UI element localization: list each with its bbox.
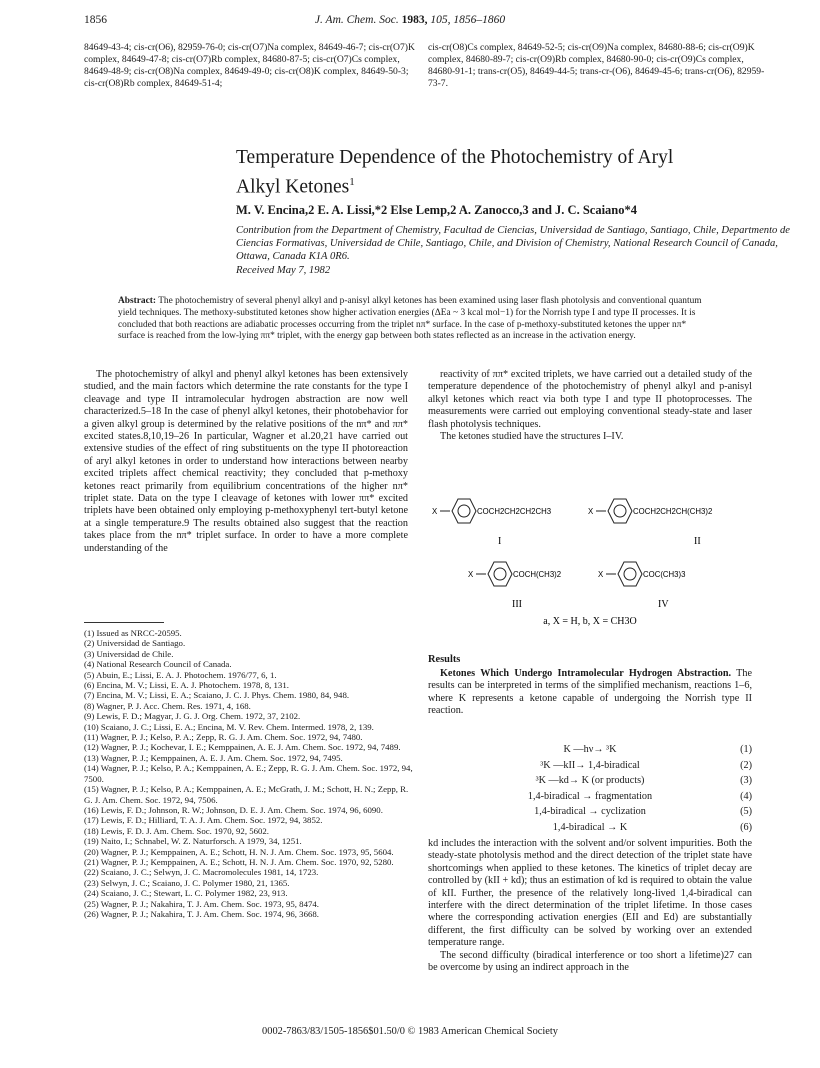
svg-text:COCH(CH3)2: COCH(CH3)2 [513,570,562,579]
footnote-item: (5) Abuin, E.; Lissi, E. A. J. Photochem. 1976/77, 6, 1. [84,669,277,680]
structure-I [432,499,551,547]
journal-name: J. Am. Chem. Soc. [314,14,399,26]
ketone-structures [428,484,752,634]
article-title: Temperature Dependence of the Photochemistry of Aryl Alkyl Ketones$^1$ [236,147,674,198]
footnote-item: (9) Lewis, F. D.; Magyar, J. G. J. Org. Chem. 1972, 37, 2102. [84,711,301,722]
received-date: Received May 7, 1982 [236,264,331,276]
footnote-item: (11) Wagner, P. J.; Kelso, P. A.; Zepp, R. G. J. Am. Chem. Soc. 1972, 94, 7480. [84,732,363,743]
body-right-column [428,369,752,443]
equation-text: 1,4-biradical → fragmentation [527,790,653,802]
registry-numbers-left: 84649-43-4; cis-cr(O6), 82959-76-0; cis-cr(O7)Na complex, 84649-46-7; cis-cr(O7)K complex, 84649-47-8; cis-cr(O7)Rb complex, 84680-87-5; cis-cr(O7)Cs complex, 84649-48-9; cis-cr(O8)Na complex, 84649-49-0; cis-cr(O8)K complex, 84649-50-3; cis-cr(O8)Rb complex, 84649-51-4; [84,42,415,89]
equation-number: (1) [740,744,752,755]
intro-paragraph: The photochemistry of alkyl and phenyl alkyl ketones has been extensively studied, and the main factors which determine the rate constants for the type I cleavage and type II intramolecular hydrogen abstraction are now well characterized.5–18 In the case of phenyl alkyl ketones, their photobehavior for a given alkyl group is determined by the relative positions of the nπ* and ππ* excited states.8,10,19–26 In particular, Wagner et al.20,21 have carried out extensive studies of the effect of ring substituents on the type II photoreaction of aryl alkyl ketones in order to understand how interactions between nearby excited triplets affect chemical reactivity; they concluded that p-methoxy ketones react primarily from equilibrium concentrations of the higher nπ* triplet state. Data on the type I cleavage of ketones with lower ππ* excited triplets have been obtained only employing p-methoxyphenyl tert-butyl ketone at a single temperature.9 The results obtained also suggest that the reaction takes place from the nπ* triplet surface. In order to have a more complete understanding of the [84,369,408,554]
footnote-item: (18) Lewis, F. D. J. Am. Chem. Soc. 1970, 92, 5602. [84,825,270,836]
footnote-item: (24) Scaiano, J. C.; Stewart, L. C. Polymer 1982, 23, 913. [84,888,288,899]
svg-text:COCH2CH2CH2CH3: COCH2CH2CH2CH3 [477,507,552,516]
footnote-item: (10) Scaiano, J. C.; Lissi, E. A.; Encina, M. V. Rev. Chem. Intermed. 1978, 2, 139. [84,721,374,732]
journal-volume: 105, [430,14,451,26]
structures-intro: The ketones studied have the structures I–IV. [440,431,624,443]
kd-paragraph: kd includes the interaction with the solvent and/or solvent impurities. Both the steady-state photolysis method and the direct detection of the triplet state have shortcomings when applied to these ketones. The kinetics of triplet decay are controlled by (kII + kd); thus an estimation of kd is required to obtain the value of kII. Further, the presence of the relatively long-lived 1,4-biradical can interfere with the direct determination of the triplet lifetime. In those cases where the corresponding activation energies (EII and Ed) are substantially different, the first difficulty can be solved by working over an extended temperature range. [428,838,752,949]
equation-text: ³K —kII→ 1,4-biradical [540,759,640,771]
footnote-item: (23) Selwyn, J. C.; Scaiano, J. C. Polymer 1980, 21, 1365. [84,877,290,888]
equation-text: K —hν→ ³K [563,744,617,755]
svg-text:IV: IV [658,599,669,610]
svg-text:COCH2CH2CH(CH3)2: COCH2CH2CH(CH3)2 [633,507,713,516]
footnote-item: (1) Issued as NRCC-20595. [84,628,182,638]
footnote-item: (17) Lewis, F. D.; Hilliard, T. A. J. Am. Chem. Soc. 1972, 94, 3852. [84,815,323,826]
abstract-text: The photochemistry of several phenyl alkyl and p-anisyl alkyl ketones has been examined using laser flash photolysis and conventional quantum yield techniques. The methoxy-substituted ketones show higher activation energies (ΔEa ~ 3 kcal mol−1) for the Norrish type I and type II processes. It is concluded that both reactions are adiabatic processes occurring from the triplet nπ* surface. In the case of p-methoxy-substituted ketones the upper nπ* surface is reached from the low-lying ππ* triplet, with the energy gap between both states reflected as an increase in the activation energy. [118,296,702,342]
equation-text: ³K —kd→ K (or products) [535,775,645,786]
svg-text:I: I [498,536,502,547]
equation-text: 1,4-biradical → cyclization [534,806,646,817]
footnote-item: (20) Wagner, P. J.; Kemppainen, A. E.; Schott, H. N. J. Am. Chem. Soc. 1973, 95, 5604. [84,846,394,857]
footnote-item: (25) Wagner, P. J.; Nakahira, T. J. Am. Chem. Soc. 1973, 95, 8474. [84,898,319,909]
structure-caption: a, X = H, b, X = CH3O [543,616,637,627]
footnotes [84,628,414,919]
journal-year: 1983, [401,14,428,26]
results-subheading: Ketones Which Undergo Intramolecular Hydrogen Abstraction. [440,668,732,679]
footnote-item: (22) Scaiano, J. C.; Selwyn, J. C. Macromolecules 1981, 14, 1723. [84,867,319,878]
registry-numbers-right: cis-cr(O8)Cs complex, 84649-52-5; cis-cr(O9)Na complex, 84680-88-6; cis-cr(O9)K complex, 84680-89-7; cis-cr(O9)Rb complex, 84680-90-0; cis-cr(O9)Cs complex, 84680-91-1; trans-cr(O5), 84649-44-5; trans-cr-(O6), 84649-45-6; trans-cr(O6), 82959-73-7. [428,42,765,89]
footnote-item: (2) Universidad de Santiago. [84,638,186,649]
footnote-item: (13) Wagner, P. J.; Kemppainen, A. E. J. Am. Chem. Soc. 1972, 94, 7495. [84,752,343,763]
journal-pages: 1856–1860 [453,14,506,26]
svg-text:II: II [694,536,701,547]
svg-text:X: X [432,507,438,516]
equation [428,822,752,837]
results-paragraph: The results can be interpreted in terms of the simplified mechanism, reactions 1–6, where K represents a ketone capable of undergoing the Norrish type II reaction. [428,668,752,717]
footnote-item: (26) Wagner, P. J.; Nakahira, T. J. Am. Chem. Soc. 1974, 96, 3668. [84,908,319,919]
equation-number: (3) [740,775,752,786]
equation [428,744,752,759]
footnote-item: (3) Universidad de Chile. [84,648,174,659]
abstract [118,296,708,343]
intro-continued: reactivity of ππ* excited triplets, we have carried out a detailed study of the temperature dependence of the photochemistry of phenyl alkyl and p-anisyl alkyl ketones which react via both type I and type II photoprocesses. The measurements were carried out employing conventional steady-state and laser flash photolysis techniques. [428,369,752,430]
svg-text:III: III [512,599,522,610]
abstract-label: Abstract: [118,296,157,306]
equation [428,760,752,775]
equation-number: (6) [740,821,752,833]
structure-IV [598,562,685,610]
footnote-item: (16) Lewis, F. D.; Johnson, R. W.; Johnson, D. E. J. Am. Chem. Soc. 1974, 96, 6090. [84,804,383,815]
svg-text:COC(CH3)3: COC(CH3)3 [643,570,686,579]
footnote-item: (7) Encina, M. V.; Lissi, E. A.; Scaiano, J. C. J. Phys. Chem. 1980, 84, 948. [84,690,350,701]
equation-number: (2) [740,759,752,771]
structure-III [468,562,561,610]
affiliation: Contribution from the Department of Chemistry, Facultad de Ciencias, Universidad de Santiago, Santiago, Chile, Departmento de Ciencias Formativas, Universidad de Chile, Santiago, Chile, and Division of Chemistry, National Research Council of Canada, Ottawa, Canada K1A 0R6. Received May 7, 1982 [236,225,790,276]
svg-text:X: X [598,570,604,579]
footnote-item: (4) National Research Council of Canada. [84,659,232,670]
svg-text:X: X [468,570,474,579]
footnote-rule [84,622,164,623]
footnote-item: (12) Wagner, P. J.; Kochevar, I. E.; Kemppainen, A. E. J. Am. Chem. Soc. 1972, 94, 7489. [84,742,401,753]
equation-number: (5) [740,806,752,817]
equation [428,775,752,790]
equation [428,806,752,821]
equation-number: (4) [740,790,752,802]
footnote-item: (21) Wagner, P. J.; Kemppainen, A. E.; Schott, H. N. J. Am. Chem. Soc. 1970, 92, 5280. [84,856,394,867]
results-discussion [428,838,752,974]
results-section [428,668,752,718]
results-heading: Results [428,654,461,665]
footnote-item: (8) Wagner, P. J. Acc. Chem. Res. 1971, 4, 168. [84,700,251,711]
author-list: M. V. Encina,2 E. A. Lissi,*2 Else Lemp,2 A. Zanocco,3 and J. C. Scaiano*4 [236,203,637,217]
structure-II [588,499,712,547]
footnote-item: (15) Wagner, P. J.; Kelso, P. A.; Kemppainen, A. E.; McGrath, J. M.; Schott, H. N.; Zepp, R. G. J. Am. Chem. Soc. 1972, 94, 7506. [84,784,409,805]
footnote-item: (14) Wagner, P. J.; Kelso, P. A.; Kemppainen, A. E.; Zepp, R. G. J. Am. Chem. Soc. 1972, 94, 7500. [84,763,413,784]
second-difficulty-paragraph: The second difficulty (biradical interference or too short a lifetime)27 can be overcome by using an indirect approach in the [428,949,752,974]
footnote-item: (6) Encina, M. V.; Lissi, E. A. J. Photochem. 1978, 8, 131. [84,680,289,691]
svg-text:X: X [588,507,594,516]
equation [428,791,752,806]
body-left-column [84,369,408,555]
footnote-item: (19) Naito, I.; Schnabel, W. Z. Naturforsch. A 1979, 34, 1251. [84,836,302,847]
running-header [0,14,820,26]
equation-text: 1,4-biradical → K [552,821,628,833]
page-number: 1856 [84,14,107,26]
copyright-footer: 0002-7863/83/1505-1856$01.50/0 © 1983 American Chemical Society [262,1026,558,1037]
